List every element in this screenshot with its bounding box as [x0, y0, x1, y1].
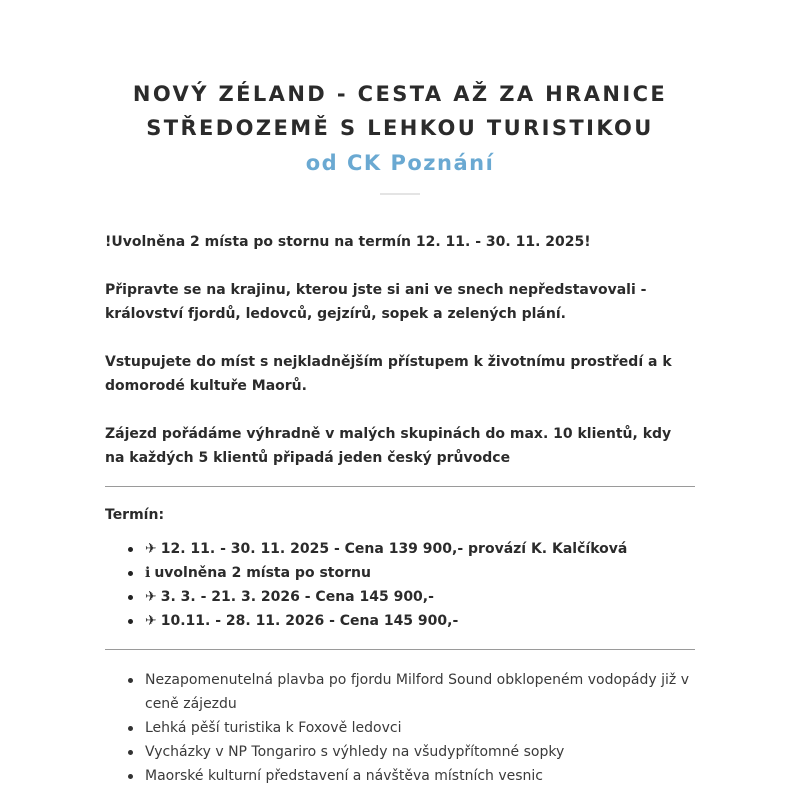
feature-text: Lehká pěší turistika k Foxově ledovci	[145, 720, 402, 736]
header	[0, 77, 800, 195]
subtitle-agency: od CK Poznání	[305, 151, 495, 175]
feature-text: Maorské kulturní představení a návštěva místních vesnic	[145, 768, 544, 784]
bullet-icon	[128, 547, 133, 552]
feature-item	[105, 740, 695, 764]
term-item	[105, 561, 695, 585]
terms-list	[105, 537, 695, 633]
feature-text: Nezapomenutelná plavba po fjordu Milford Sound obklopeném vodopády již v ceně zájezdu	[145, 672, 689, 712]
term-text: 3. 3. - 21. 3. 2026 - Cena 145 900,-	[160, 589, 434, 605]
feature-item	[105, 716, 695, 740]
term-item	[105, 609, 695, 633]
feature-item	[105, 668, 695, 716]
content	[105, 230, 695, 788]
intro-paragraph-landscape: Připravte se na krajinu, kterou jste si ani ve snech nepředstavovali - království fjordů, ledovců, gejzírů, sopek a zelených plání.	[105, 282, 647, 322]
bullet-icon	[128, 619, 133, 624]
term-text: 12. 11. - 30. 11. 2025 - Cena 139 900,- provází K. Kalčíková	[160, 541, 628, 557]
title-divider	[380, 193, 420, 195]
bullet-icon	[128, 595, 133, 600]
airplane-icon: ✈	[145, 589, 157, 605]
term-text: uvolněna 2 místa po stornu	[154, 565, 371, 581]
feature-item	[105, 764, 695, 788]
bullet-icon	[128, 750, 133, 755]
bullet-icon	[128, 774, 133, 779]
bullet-icon	[128, 571, 133, 576]
section-divider-2	[105, 649, 695, 650]
info-icon: ℹ	[145, 565, 151, 581]
intro-paragraph-culture: Vstupujete do míst s nejkladnějším přístupem k životnímu prostředí a k domorodé kultuře Maorů.	[105, 354, 672, 394]
term-item	[105, 585, 695, 609]
airplane-icon: ✈	[145, 613, 157, 629]
airplane-icon: ✈	[145, 541, 157, 557]
bullet-icon	[128, 726, 133, 731]
term-item	[105, 537, 695, 561]
terms-label: Termín:	[105, 507, 165, 523]
section-divider-1	[105, 486, 695, 487]
intro-paragraph-groups: Zájezd pořádáme výhradně v malých skupinách do max. 10 klientů, kdy na každých 5 klientů připadá jeden český průvodce	[105, 426, 672, 466]
term-text: 10.11. - 28. 11. 2026 - Cena 145 900,-	[160, 613, 459, 629]
feature-text: Vycházky v NP Tongariro s výhledy na všudypřítomné sopky	[145, 744, 565, 760]
availability-notice: !Uvolněna 2 místa po stornu na termín 12. 11. - 30. 11. 2025!	[105, 234, 591, 250]
bullet-icon	[128, 678, 133, 683]
page-title	[0, 77, 800, 145]
page-title-line-2: STŘEDOZEMĚ S LEHKOU TURISTIKOU	[146, 116, 654, 140]
page-title-line-1: NOVÝ ZÉLAND - CESTA AŽ ZA HRANICE	[132, 82, 668, 106]
features-list	[105, 668, 695, 788]
